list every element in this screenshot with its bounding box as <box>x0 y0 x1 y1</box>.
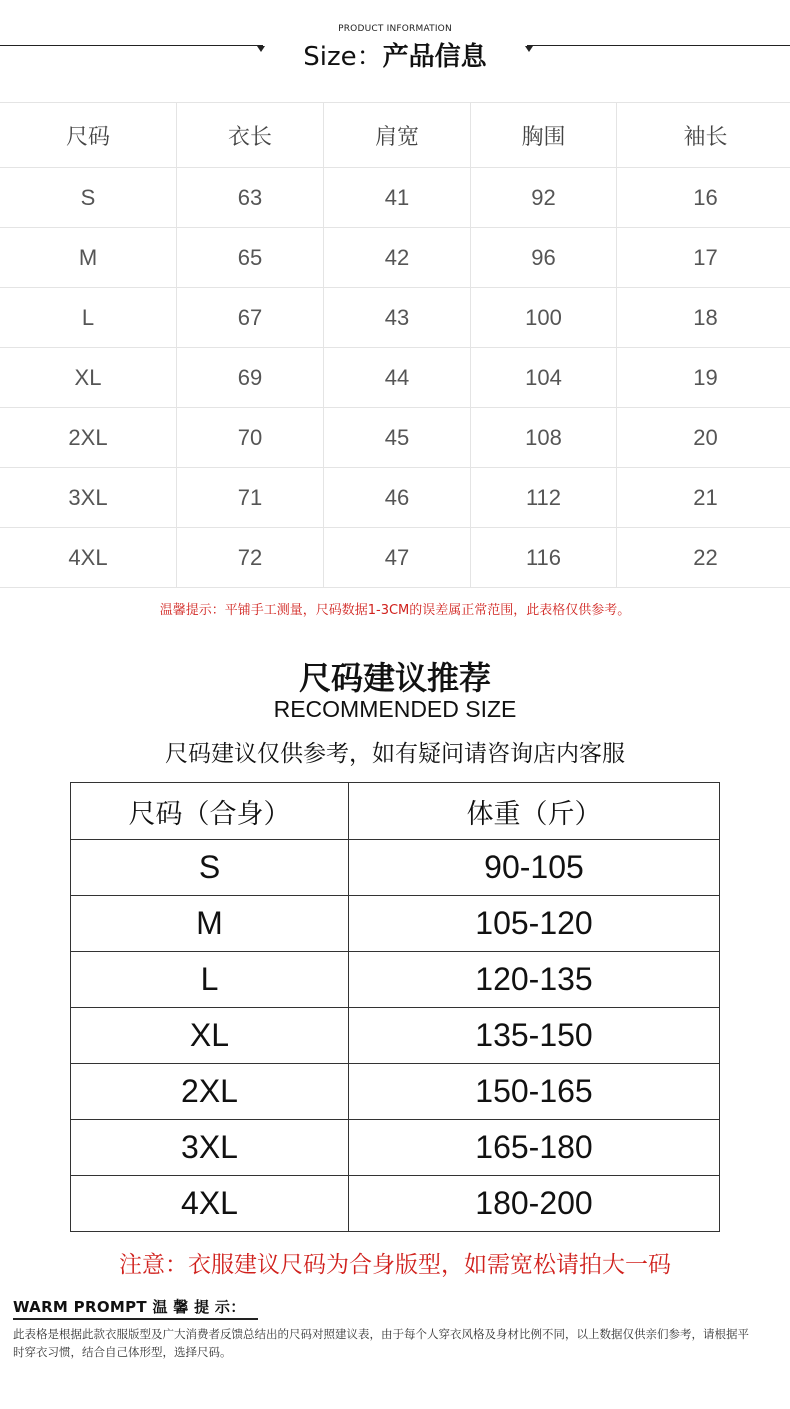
table-cell: XL <box>71 1008 349 1064</box>
header-cell: 衣长 <box>177 103 324 168</box>
table-cell: 43 <box>324 288 471 348</box>
table-cell: 65 <box>177 228 324 288</box>
table-cell: 22 <box>617 528 790 588</box>
table-row <box>0 348 790 408</box>
table-row <box>0 468 790 528</box>
table-cell: 4XL <box>0 528 177 588</box>
table-row <box>71 1120 720 1176</box>
table-cell: M <box>0 228 177 288</box>
header-cell: 袖长 <box>617 103 790 168</box>
table-cell: 70 <box>177 408 324 468</box>
recommended-title: 尺码建议推荐 <box>298 659 491 697</box>
table-cell: 92 <box>471 168 617 228</box>
table-cell: 150-165 <box>349 1064 720 1120</box>
table-row <box>0 168 790 228</box>
table-cell: 100 <box>471 288 617 348</box>
table-cell: 180-200 <box>349 1176 720 1232</box>
header-cell: 体重（斤） <box>349 783 720 840</box>
table-cell: 90-105 <box>349 840 720 896</box>
recommended-table <box>70 782 720 1232</box>
table-cell: 165-180 <box>349 1120 720 1176</box>
size-table <box>0 102 790 588</box>
table-cell: 17 <box>617 228 790 288</box>
table-row <box>71 1064 720 1120</box>
table-cell: 4XL <box>71 1176 349 1232</box>
table-cell: 46 <box>324 468 471 528</box>
table-row <box>71 896 720 952</box>
recommended-title-en: RECOMMENDED SIZE <box>273 696 517 722</box>
warm-prompt-title: WARM PROMPT 温 馨 提 示： <box>13 1298 246 1316</box>
table-cell: 20 <box>617 408 790 468</box>
recommended-subtitle: 尺码建议仅供参考，如有疑问请咨询店内客服 <box>165 741 625 767</box>
page-title <box>0 39 790 75</box>
table-cell: 3XL <box>0 468 177 528</box>
header-cell: 胸围 <box>471 103 617 168</box>
table-cell: 45 <box>324 408 471 468</box>
table-cell: 71 <box>177 468 324 528</box>
table-cell: 16 <box>617 168 790 228</box>
product-info-caption: PRODUCT INFORMATION <box>338 24 452 34</box>
header-cell: 肩宽 <box>324 103 471 168</box>
table-cell: XL <box>0 348 177 408</box>
table-cell: 105-120 <box>349 896 720 952</box>
table-cell: 19 <box>617 348 790 408</box>
table-cell: 104 <box>471 348 617 408</box>
table-row <box>71 952 720 1008</box>
table-cell: 67 <box>177 288 324 348</box>
table-cell: 63 <box>177 168 324 228</box>
table-cell: M <box>71 896 349 952</box>
table-cell: 96 <box>471 228 617 288</box>
table-cell: 112 <box>471 468 617 528</box>
table-cell: 135-150 <box>349 1008 720 1064</box>
table-cell: 120-135 <box>349 952 720 1008</box>
table-cell: L <box>0 288 177 348</box>
table-cell: 2XL <box>0 408 177 468</box>
table-row <box>0 408 790 468</box>
header-cell: 尺码 <box>0 103 177 168</box>
title-cn: 产品信息 <box>382 42 487 72</box>
table-cell: 108 <box>471 408 617 468</box>
table-cell: S <box>71 840 349 896</box>
warm-prompt-underline <box>13 1318 258 1320</box>
table-cell: 41 <box>324 168 471 228</box>
table-cell: 3XL <box>71 1120 349 1176</box>
table-row <box>0 228 790 288</box>
table-row <box>0 288 790 348</box>
measurement-note: 温馨提示：平铺手工测量，尺码数据1-3CM的误差属正常范围，此表格仅供参考。 <box>159 603 631 618</box>
table-cell: S <box>0 168 177 228</box>
table-cell: 42 <box>324 228 471 288</box>
warm-prompt-text: 此表格是根据此款衣服版型及广大消费者反馈总结出的尺码对照建议表，由于每个人穿衣风格及身材比例不同，以上数据仅供亲们参考，请根据平时穿衣习惯，结合自己体形型，选择尺码。 <box>13 1327 749 1359</box>
table-row <box>0 528 790 588</box>
table-row <box>71 1008 720 1064</box>
recommended-table-header <box>71 783 720 840</box>
table-cell: 2XL <box>71 1064 349 1120</box>
table-cell: 116 <box>471 528 617 588</box>
table-row <box>71 840 720 896</box>
fit-note: 注意：衣服建议尺码为合身版型，如需宽松请拍大一码 <box>119 1252 671 1278</box>
table-cell: 18 <box>617 288 790 348</box>
table-cell: 21 <box>617 468 790 528</box>
header-cell: 尺码（合身） <box>71 783 349 840</box>
table-cell: 72 <box>177 528 324 588</box>
table-cell: 47 <box>324 528 471 588</box>
title-prefix: Size： <box>303 42 383 72</box>
table-cell: L <box>71 952 349 1008</box>
table-row <box>71 1176 720 1232</box>
size-table-header <box>0 103 790 168</box>
table-cell: 69 <box>177 348 324 408</box>
table-cell: 44 <box>324 348 471 408</box>
